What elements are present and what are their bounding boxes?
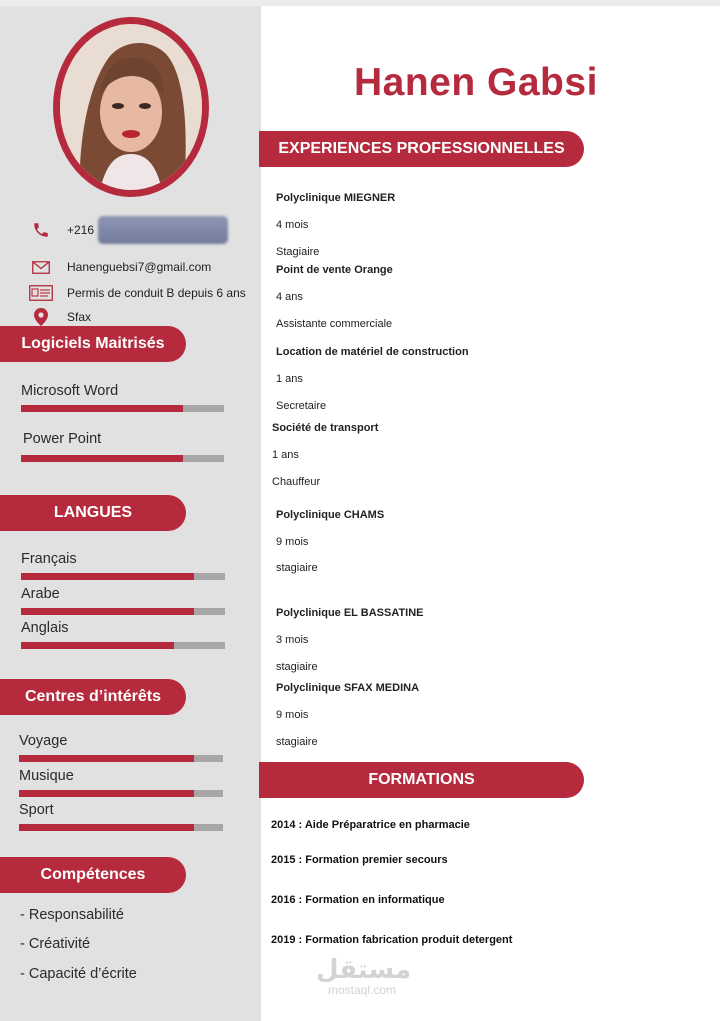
watermark-arabic: مستقل: [316, 955, 412, 985]
experience-role: stagiaire: [276, 736, 318, 748]
education-item: 2015 : Formation premier secours: [271, 854, 448, 866]
experience-role: Chauffeur: [272, 476, 321, 488]
interest-label-music: Musique: [19, 768, 74, 784]
experience-section-title: EXPERIENCES PROFESSIONNELLES: [259, 131, 584, 167]
interest-bar-fill: [19, 824, 194, 831]
city-text: Sfax: [67, 310, 92, 324]
phone-prefix: +216: [67, 223, 95, 237]
languages-section-title: LANGUES: [0, 495, 186, 531]
contact-city: [28, 307, 91, 327]
contact-license: [28, 283, 246, 303]
interest-bar-fill: [19, 790, 194, 797]
language-label-arabic: Arabe: [21, 586, 60, 602]
language-label-english: Anglais: [21, 620, 69, 636]
skill-item-creativity: - Créativité: [20, 936, 91, 952]
experience-role: Assistante commerciale: [276, 318, 393, 330]
experience-duration: 9 mois: [276, 709, 309, 721]
envelope-icon: [28, 257, 54, 277]
education-item: 2016 : Formation en informatique: [271, 894, 445, 906]
skills-section-title: Compétences: [0, 857, 186, 893]
interests-section-title: Centres d’intérêts: [0, 679, 186, 715]
watermark: [316, 955, 412, 997]
language-bar-french: [21, 573, 225, 580]
sidebar: [0, 6, 261, 1021]
language-bar-fill: [21, 642, 174, 649]
skill-item-writing: - Capacité d’écrite: [20, 966, 137, 982]
experience-duration: 1 ans: [276, 373, 303, 385]
experience-company: Polyclinique CHAMS: [276, 509, 385, 521]
experience-company: Polyclinique SFAX MEDINA: [276, 682, 420, 694]
watermark-latin: mostaql.com: [327, 983, 397, 997]
experience-role: Stagiaire: [276, 246, 320, 258]
interest-bar-sport: [19, 824, 223, 831]
interest-label-sport: Sport: [19, 802, 54, 818]
experience-company: Point de vente Orange: [276, 264, 393, 276]
skill-item-responsibility: - Responsabilité: [20, 907, 124, 923]
software-bar-powerpoint: [21, 455, 224, 462]
interest-bar-music: [19, 790, 223, 797]
software-section-title: Logiciels Maitrisés: [0, 326, 186, 362]
experience-role: stagiaire: [276, 562, 318, 574]
education-item: 2014 : Aide Préparatrice en pharmacie: [271, 819, 470, 831]
software-bar-fill: [21, 455, 183, 462]
language-label-french: Français: [21, 551, 77, 567]
contact-email: [28, 257, 211, 277]
location-pin-icon: [28, 307, 54, 327]
experience-duration: 4 mois: [276, 219, 309, 231]
interest-label-travel: Voyage: [19, 733, 68, 749]
experience-duration: 9 mois: [276, 536, 309, 548]
language-bar-fill: [21, 573, 194, 580]
email-link[interactable]: Hanenguebsi7@gmail.com: [67, 260, 212, 274]
experience-company: Polyclinique MIEGNER: [276, 192, 396, 204]
cv-page: [0, 6, 720, 1021]
software-bar-fill: [21, 405, 183, 412]
id-card-icon: [28, 283, 54, 303]
interest-bar-fill: [19, 755, 194, 762]
experience-duration: 3 mois: [276, 634, 309, 646]
candidate-name: Hanen Gabsi: [354, 61, 598, 104]
language-bar-english: [21, 642, 225, 649]
license-text: Permis de conduit B depuis 6 ans: [67, 286, 246, 300]
software-label-powerpoint: Power Point: [23, 431, 102, 447]
interest-bar-travel: [19, 755, 223, 762]
contact-phone: [28, 220, 228, 240]
experience-role: stagiaire: [276, 661, 318, 673]
software-label-word: Microsoft Word: [21, 383, 119, 399]
experience-company: Société de transport: [272, 422, 379, 434]
experience-duration: 1 ans: [272, 449, 299, 461]
experience-duration: 4 ans: [276, 291, 303, 303]
profile-photo: [60, 24, 202, 190]
language-bar-arabic: [21, 608, 225, 615]
education-section-title: FORMATIONS: [259, 762, 584, 798]
phone-number-redacted: [98, 216, 228, 244]
education-item: 2019 : Formation fabrication produit detergent: [271, 934, 513, 946]
language-bar-fill: [21, 608, 194, 615]
profile-photo-frame: [53, 17, 209, 197]
phone-icon: [28, 220, 54, 240]
experience-company: Polyclinique EL BASSATINE: [276, 607, 424, 619]
software-bar-word: [21, 405, 224, 412]
experience-role: Secretaire: [276, 400, 327, 412]
experience-company: Location de matériel de construction: [276, 346, 469, 358]
